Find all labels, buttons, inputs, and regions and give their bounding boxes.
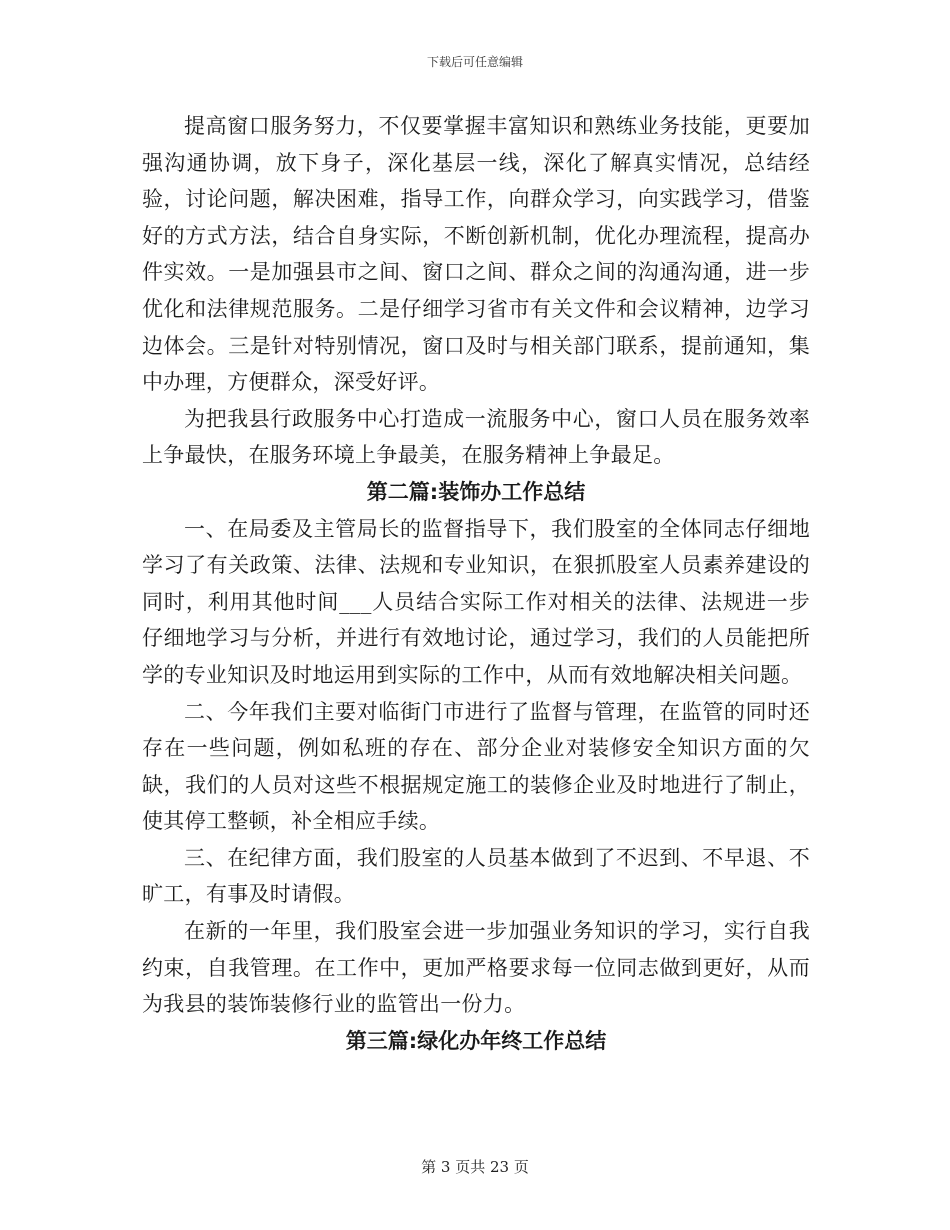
paragraph: 为把我县行政服务中心打造成一流服务中心，窗口人员在服务效率上争最快，在服务环境上争最美，在服务精神上争最足。 [142, 406, 810, 468]
section-heading: 第二篇:装饰办工作总结 [366, 479, 586, 504]
page-header: 下载后可任意编辑 [426, 55, 523, 69]
paragraph: 在新的一年里，我们股室会进一步加强业务知识的学习，实行自我约束，自我管理。在工作中，更加严格要求每一位同志做到更好，从而为我县的装饰装修行业的监管出一份力。 [142, 919, 810, 1017]
paragraph: 三、在纪律方面，我们股室的人员基本做到了不迟到、不早退、不旷工，有事及时请假。 [142, 845, 810, 907]
paragraph: 提高窗口服务努力，不仅要掌握丰富知识和熟练业务技能，更要加强沟通协调，放下身子，深化基层一线，深化了解真实情况，总结经验，讨论问题，解决困难，指导工作，向群众学习，向实践学习，借鉴好的方式方法，结合自身实际，不断创新机制，优化办理流程，提高办件实效。一是加强县市之间、窗口之间、群众之间的沟通沟通，进一步优化和法律规范服务。二是仔细学习省市有关文件和会议精神，边学习边体会。三是针对特别情况，窗口及时与相关部门联系，提前通知，集中办理，方便群众，深受好评。 [142, 114, 810, 395]
document-body [142, 108, 810, 1059]
paragraph: 二、今年我们主要对临街门市进行了监督与管理，在监管的同时还存在一些问题，例如私班的存在、部分企业对装修安全知识方面的欠缺，我们的人员对这些不根据规定施工的装修企业及时地进行了制止，使其停工整顿，补全相应手续。 [142, 699, 810, 834]
page-footer: 第 3 页共 23 页 [421, 1158, 529, 1176]
paragraph: 一、在局委及主管局长的监督指导下，我们股室的全体同志仔细地学习了有关政策、法律、法规和专业知识，在狠抓股室人员素养建设的同时，利用其他时间___人员结合实际工作对相关的法律、法规进一步仔细地学习与分析，并进行有效地讨论，通过学习，我们的人员能把所学的专业知识及时地运用到实际的工作中，从而有效地解决相关问题。 [142, 516, 810, 687]
section-heading: 第三篇:绿化办年终工作总结 [345, 1028, 607, 1053]
